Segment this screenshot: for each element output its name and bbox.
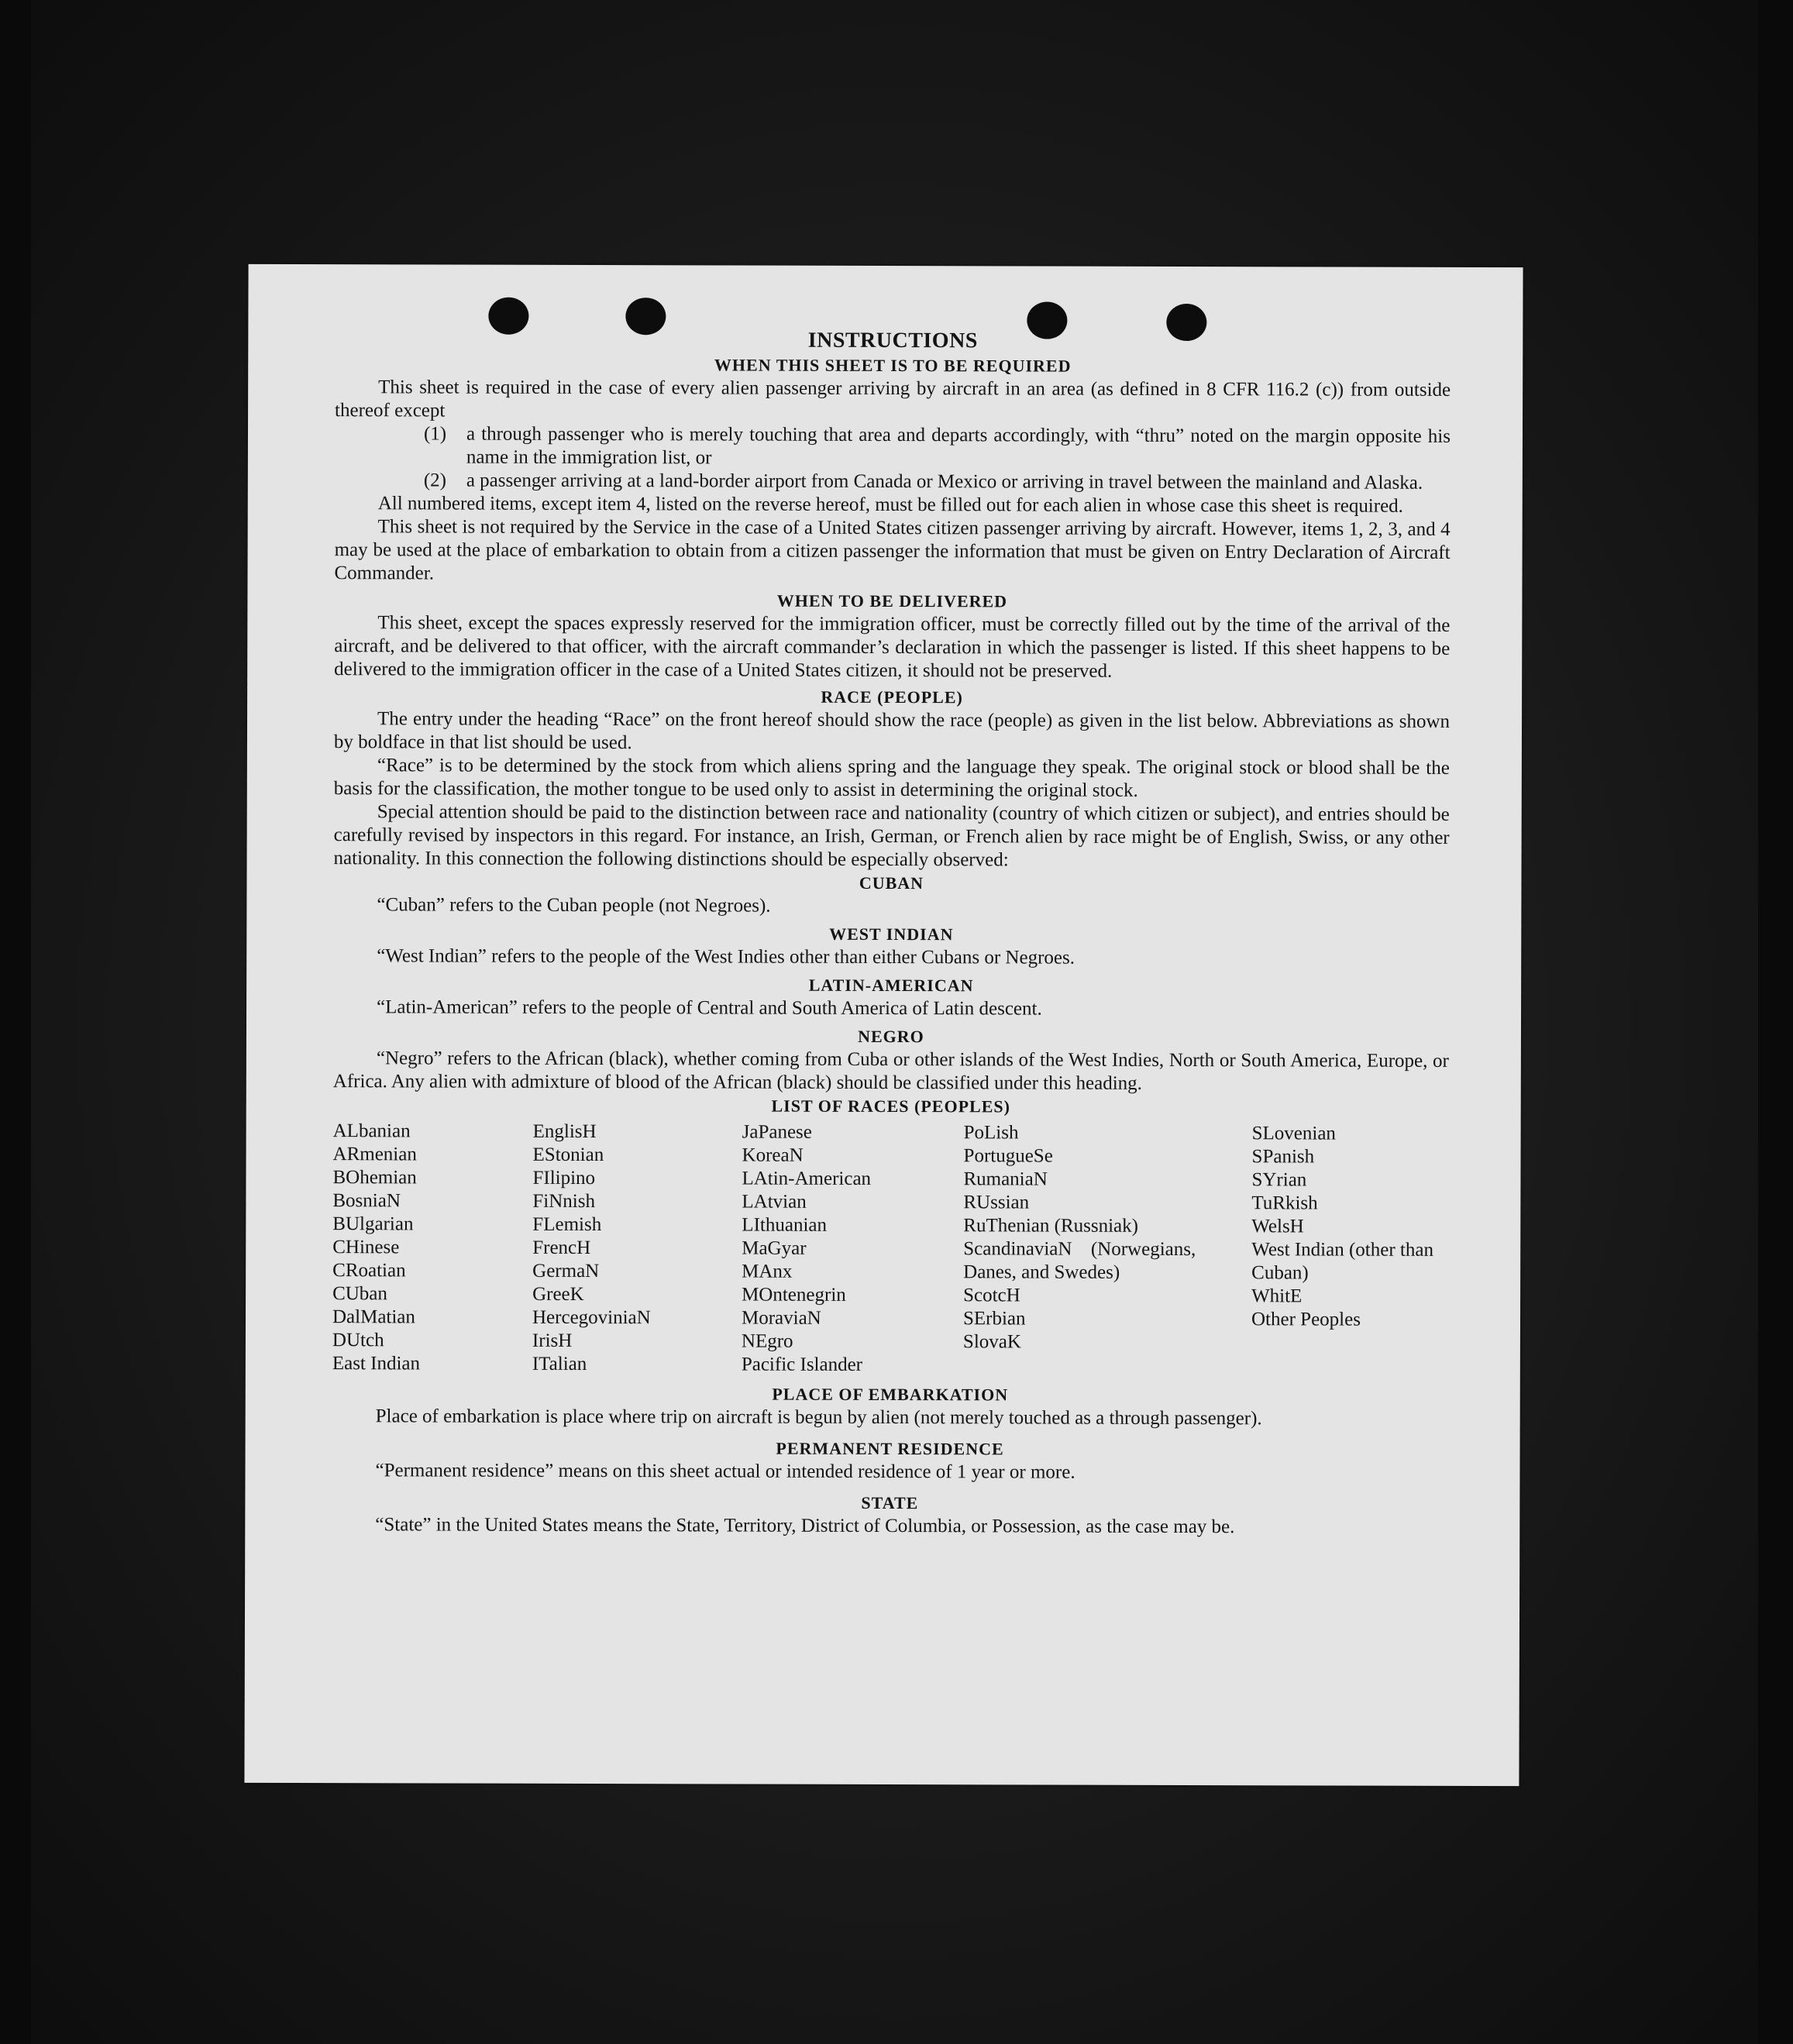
race-item: NEgro <box>741 1330 793 1352</box>
races-column <box>332 1120 533 1376</box>
paragraph: This sheet is not required by the Service in the case of a United States citizen passenger arriving by aircraft. However, items 1, 2, 3, and 4 may be used at the place of embarkation to obtain from a citizen passenger the information that must be given on Entry Declaration of Aircraft Commander. <box>334 516 1451 584</box>
race-item: ALbanian <box>332 1120 411 1142</box>
race-item: DalMatian <box>332 1306 415 1328</box>
race-item: TuRkish <box>1251 1192 1318 1214</box>
race-item: BUlgarian <box>332 1213 414 1235</box>
race-item: West Indian (other than Cuban) <box>1251 1239 1433 1284</box>
race-item: MAnx <box>742 1261 793 1282</box>
race-item: LAtvian <box>742 1191 807 1213</box>
race-item: ARmenian <box>332 1144 417 1165</box>
paragraph: This sheet is required in the case of every alien passenger arriving by aircraft in an area (as defined in 8 CFR 116.2 (c)) from outside thereof except <box>335 377 1451 422</box>
race-item: Other Peoples <box>1251 1309 1361 1330</box>
document-sheet <box>244 264 1523 1786</box>
race-item: SlovaK <box>962 1331 1021 1353</box>
race-item: FiNnish <box>532 1190 596 1213</box>
section-heading-race: RACE (PEOPLE) <box>821 686 963 707</box>
race-item: RuThenian (Russniak) <box>963 1215 1139 1237</box>
section-heading-races: LIST OF RACES (PEOPLES) <box>771 1096 1010 1117</box>
race-item: ScandinaviaN (Norwegians, Danes, and Swedes) <box>963 1238 1196 1283</box>
paragraph: “Race” is to be determined by the stock from which aliens spring and the language they speak. The original stock or blood shall be the basis for the classification, the mother tongue to be used only to assist in determining the original stock. <box>333 755 1450 801</box>
races-column <box>532 1120 742 1377</box>
paragraph: Place of embarkation is place where trip on aircraft is begun by alien (not merely touched as a through passenger). <box>375 1406 1262 1430</box>
race-item: EnglisH <box>532 1120 597 1143</box>
section-heading-latin-american: LATIN-AMERICAN <box>808 975 974 996</box>
list-item <box>335 469 1451 495</box>
race-item: RUssian <box>963 1192 1030 1213</box>
race-item: JaPanese <box>742 1121 812 1143</box>
section-heading-embarkation: PLACE OF EMBARKATION <box>772 1384 1009 1405</box>
race-item: WelsH <box>1251 1216 1304 1237</box>
race-item: Pacific Islander <box>741 1354 863 1375</box>
section-heading-residence: PERMANENT RESIDENCE <box>776 1438 1004 1459</box>
paragraph: “Permanent residence” means on this sheet actual or intended residence of 1 year or more. <box>375 1460 1075 1483</box>
race-item: ScotcH <box>963 1285 1020 1306</box>
race-item: MaGyar <box>742 1237 807 1259</box>
film-edge-right <box>1758 0 1793 2044</box>
race-item: CHinese <box>332 1237 400 1258</box>
paragraph: “State” in the United States means the State, Territory, District of Columbia, or Possession, as the case may be. <box>375 1514 1235 1538</box>
race-item: FrencH <box>532 1237 591 1259</box>
race-item: FLemish <box>532 1213 602 1236</box>
paragraph: Special attention should be paid to the distinction between race and nationality (country of which citizen or subject), and entries should be carefully revised by inspectors in this regard. For instance, an Irish, German, or French alien by race might be of English, Swiss, or any other nationality. In this connection the following distinctions should be especially observed: <box>333 801 1450 871</box>
section-heading-cuban: CUBAN <box>859 872 924 893</box>
race-item: SPanish <box>1251 1146 1315 1168</box>
race-item: KoreaN <box>742 1144 804 1166</box>
race-item: SLovenian <box>1251 1123 1336 1144</box>
race-item: IrisH <box>532 1330 573 1351</box>
race-item: RumaniaN <box>963 1168 1048 1190</box>
races-column <box>963 1121 1252 1378</box>
section-heading-required: WHEN THIS SHEET IS TO BE REQUIRED <box>714 355 1072 376</box>
race-item: CUban <box>332 1283 387 1305</box>
page-title: INSTRUCTIONS <box>807 328 978 353</box>
race-item: ITalian <box>532 1353 587 1375</box>
race-item: GreeK <box>532 1283 584 1305</box>
race-item: MoraviaN <box>741 1307 821 1329</box>
paragraph: All numbered items, except item 4, listed on the reverse hereof, must be filled out for each alien in whose case this sheet is required. <box>377 493 1403 517</box>
section-heading-west-indian: WEST INDIAN <box>829 924 954 945</box>
item-text: a passenger arriving at a land-border airport from Canada or Mexico or arriving in travel between the mainland and Alaska. <box>466 470 1423 494</box>
section-heading-state: STATE <box>861 1492 919 1513</box>
race-item: BosniaN <box>332 1190 401 1212</box>
item-number: (1) <box>423 423 447 445</box>
races-column <box>1251 1122 1449 1378</box>
races-column <box>742 1121 964 1378</box>
race-item: GermaN <box>532 1260 600 1282</box>
race-item: BOhemian <box>332 1167 417 1189</box>
item-number: (2) <box>423 470 447 491</box>
instructions-content <box>332 326 1451 1540</box>
paragraph: “Latin-American” refers to the people of Central and South America of Latin descent. <box>377 996 1042 1020</box>
section-heading-negro: NEGRO <box>858 1026 924 1047</box>
race-item: DUtch <box>332 1330 384 1351</box>
races-list <box>332 1120 1449 1378</box>
race-item: PoLish <box>963 1122 1019 1144</box>
section-heading-delivered: WHEN TO BE DELIVERED <box>776 590 1008 611</box>
item-text: a through passenger who is merely touching that area and departs accordingly, with “thru” noted on the margin opposite his name in the immigration list, or <box>466 423 1451 469</box>
paragraph: This sheet, except the spaces expressly reserved for the immigration officer, must be correctly filled out by the time of the arrival of the aircraft, and be delivered to that officer, with the aircraft commander’s declaration in which the passenger is listed. If this sheet happens to be delivered to the immigration officer in the case of a United States citizen, it should not be preserved. <box>334 612 1451 682</box>
race-item: LAtin-American <box>742 1168 872 1189</box>
list-item <box>335 422 1451 472</box>
paragraph: “Negro” refers to the African (black), whether coming from Cuba or other islands of the West Indies, North or South America, Europe, or Africa. Any alien with admixture of blood of the African (black) should be classified under this heading. <box>332 1048 1449 1094</box>
race-item: SErbian <box>962 1308 1026 1330</box>
race-item: FIlipino <box>532 1167 596 1189</box>
race-item: EStonian <box>532 1144 604 1166</box>
race-item: East Indian <box>332 1353 421 1375</box>
race-item: MOntenegrin <box>742 1284 846 1306</box>
paragraph: “Cuban” refers to the Cuban people (not Negroes). <box>377 894 771 917</box>
race-item: SYrian <box>1251 1169 1307 1191</box>
race-item: WhitE <box>1251 1285 1303 1307</box>
film-edge-left <box>0 0 31 2044</box>
race-item: CRoatian <box>332 1260 406 1282</box>
race-item: PortugueSe <box>963 1145 1053 1167</box>
race-item: HercegoviniaN <box>532 1306 651 1329</box>
paragraph: “West Indian” refers to the people of the West Indies other than either Cubans or Negroes. <box>377 945 1075 969</box>
paragraph: The entry under the heading “Race” on the front hereof should show the race (people) as given in the list below. Abbreviations as shown by boldface in that list should be used. <box>333 708 1451 754</box>
race-item: LIthuanian <box>742 1214 828 1236</box>
